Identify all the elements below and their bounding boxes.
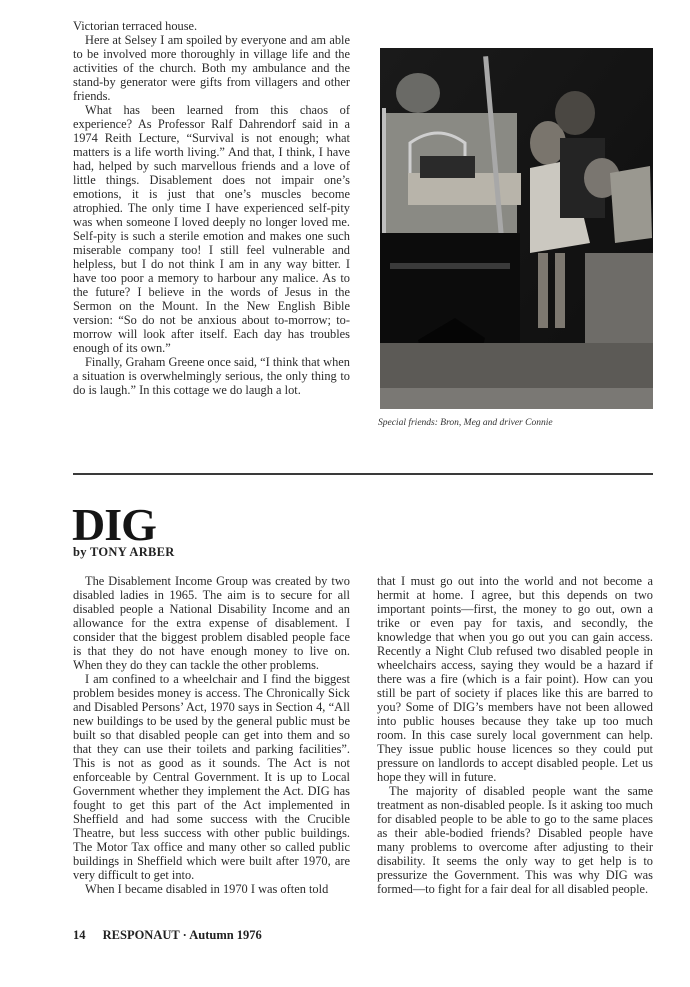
article-byline: by TONY ARBER <box>73 545 175 559</box>
girl-dress <box>610 166 652 243</box>
page-number: 14 <box>73 928 86 942</box>
paragraph: The majority of disabled people want the same treatment as non-disabled people. Is it asking too much for disabled people to be able to go to the same places as their able-bodied friends? Disabled people have many problems to overcome after adjusting to their disability. It seems the only way to get help is to pressurize the Government. This was why DIG was formed—to fight for a fair deal for all disabled people. <box>377 784 653 896</box>
section-divider <box>73 473 653 475</box>
article-right-column <box>377 574 653 896</box>
paragraph: that I must go out into the world and not become a hermit at home. I agree, but this depends on two important points—first, the money to go out, own a trike or even pay for taxis, and secondly, the knowledge that when you go out you can gain access. Recently a Night Club refused two disabled people in wheelchairs access, saying they would be a hazard if there was a fire (which is a fair point). How can you still be part of society if places like this are barred to you? Some of DIG’s members have not been allowed into public houses because they take up too much room. In this case surely local government can help. They issue public house licences so they could put pressure on landlords to accept disabled people. Let us hope they will in future. <box>377 574 653 784</box>
paragraph: Finally, Graham Greene once said, “I think that when a situation is overwhelmingly serious, the only thing to do is laugh.” In this cottage we do laugh a lot. <box>73 355 350 397</box>
top-left-text-column <box>73 19 350 397</box>
driver-head <box>555 91 595 135</box>
article-title: DIG <box>72 499 156 550</box>
paragraph: The Disablement Income Group was created by two disabled ladies in 1965. The aim is to secure for all disabled people a National Disability Income and an allowance for the extra expense of disablement. I consider that the biggest problem disabled people face is that they do not have enough money to live on. When they do they can tackle the other problems. <box>73 574 350 672</box>
publication-name: RESPONAUT · Autumn 1976 <box>102 928 262 942</box>
person-face <box>396 73 440 113</box>
paragraph: When I became disabled in 1970 I was often told <box>85 882 329 896</box>
paragraph: Victorian terraced house. <box>73 19 198 33</box>
paragraph: What has been learned from this chaos of experience? As Professor Ralf Dahrendorf said in a 1974 Reith Lecture, “Survival is not enough; what matters is a life worth living.” And that, I think, I have had, helped by such marvellous friends and a love of little things. Disablement does not impair one’s emotions, it is just that one’s muscles become atrophied. The only time I have experienced self-pity was when someone I loved deeply no longer loved me. Self-pity is such a sterile emotion and makes one such miserable company too! I still feel vulnerable and helpless, but I do not think I am in any way bitter. I have too poor a memory to harbour any malice. As to the future? I believe in the words of Jesus in the Sermon on the Mount. In the New English Bible version: “So do not be anxious about to-morrow; to-morrow will look after itself. Each day has troubles enough of its own.” <box>73 103 350 355</box>
photograph <box>380 48 653 409</box>
article-left-column <box>73 574 350 896</box>
page-footer <box>73 928 262 943</box>
photo-illustration <box>380 48 653 409</box>
paragraph: Here at Selsey I am spoiled by everyone and am able to be involved more thoroughly in village life and the activities of the church. Both my ambulance and the stand-by generator were gifts from villagers and other friends. <box>73 33 350 103</box>
paragraph: I am confined to a wheelchair and I find the biggest problem besides money is access. The Chronically Sick and Disabled Persons’ Act, 1970 says in Section 4, “All new buildings to be used by the general public must be built so that disabled people can get into them and so that they can use their toilets and parking facilities”. This is not as good as it sounds. The Act is not enforceable by Central Government. It is up to Local Government whether they implement the Act. DIG has fought to get this part of the Act implemented in Sheffield and had some success with the Crucible Theatre, but less success with other public buildings. The Motor Tax office and many other so called public buildings in Sheffield which were built after 1970, are very difficult to get into. <box>73 672 350 882</box>
photo-caption: Special friends: Bron, Meg and driver Connie <box>378 418 553 428</box>
